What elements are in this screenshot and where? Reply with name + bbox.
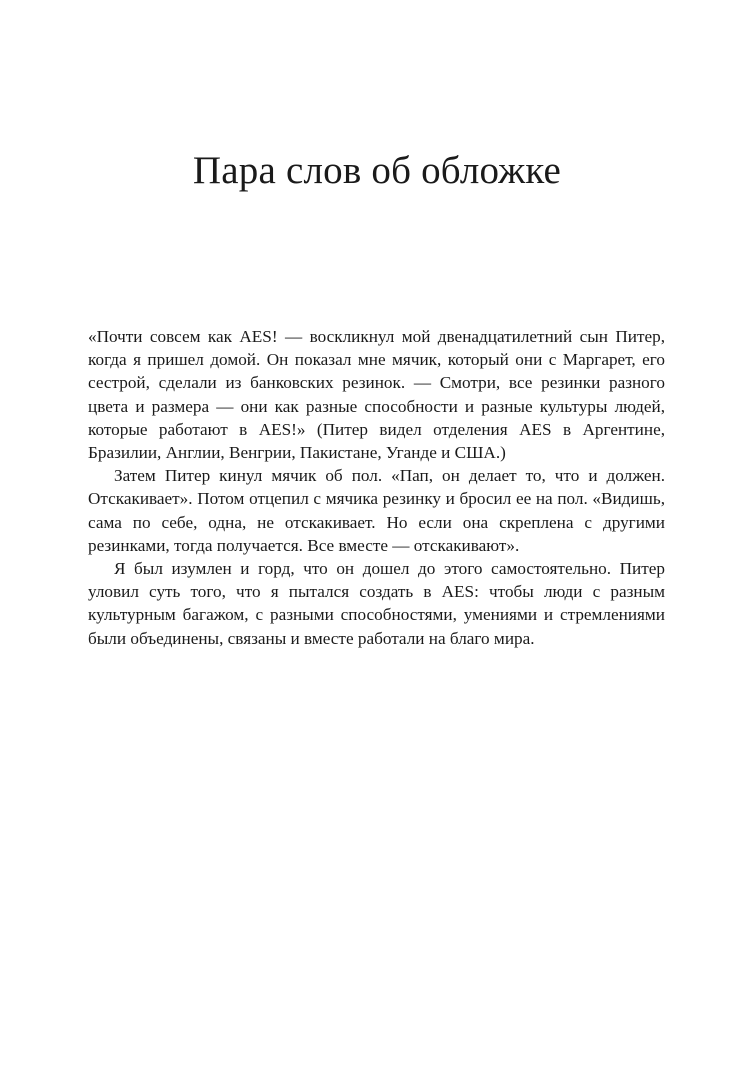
paragraph-3: Я был изумлен и горд, что он дошел до этого самостоятельно. Питер уловил суть того, что я пытался создать в AES: чтобы люди с разным культурным багажом, с разными способностями, умениями и стремлениями были объединены, связаны и вместе работали на благо мира. [88, 559, 665, 648]
chapter-title: Пара слов об обложке [192, 149, 562, 192]
body-text [88, 325, 665, 650]
paragraph-2: Затем Питер кинул мячик об пол. «Пап, он делает то, что и должен. Отскакивает». Потом отцепил с мячика резинку и бросил ее на пол. «Видишь, сама по себе, одна, не отскакивает. Но если она скреплена с другими резинками, тогда получается. Все вместе — отскакивают». [88, 466, 665, 555]
paragraph-1: «Почти совсем как AES! — воскликнул мой двенадцатилетний сын Питер, когда я пришел домой. Он показал мне мячик, который они с Маргарет, его сестрой, сделали из банковских резинок. — Смотри, все резинки разного цвета и размера — они как разные способности и разные культуры людей, которые работают в AES!» (Питер видел отделения AES в Аргентине, Бразилии, Англии, Венгрии, Пакистане, Уганде и США.) [88, 327, 665, 463]
